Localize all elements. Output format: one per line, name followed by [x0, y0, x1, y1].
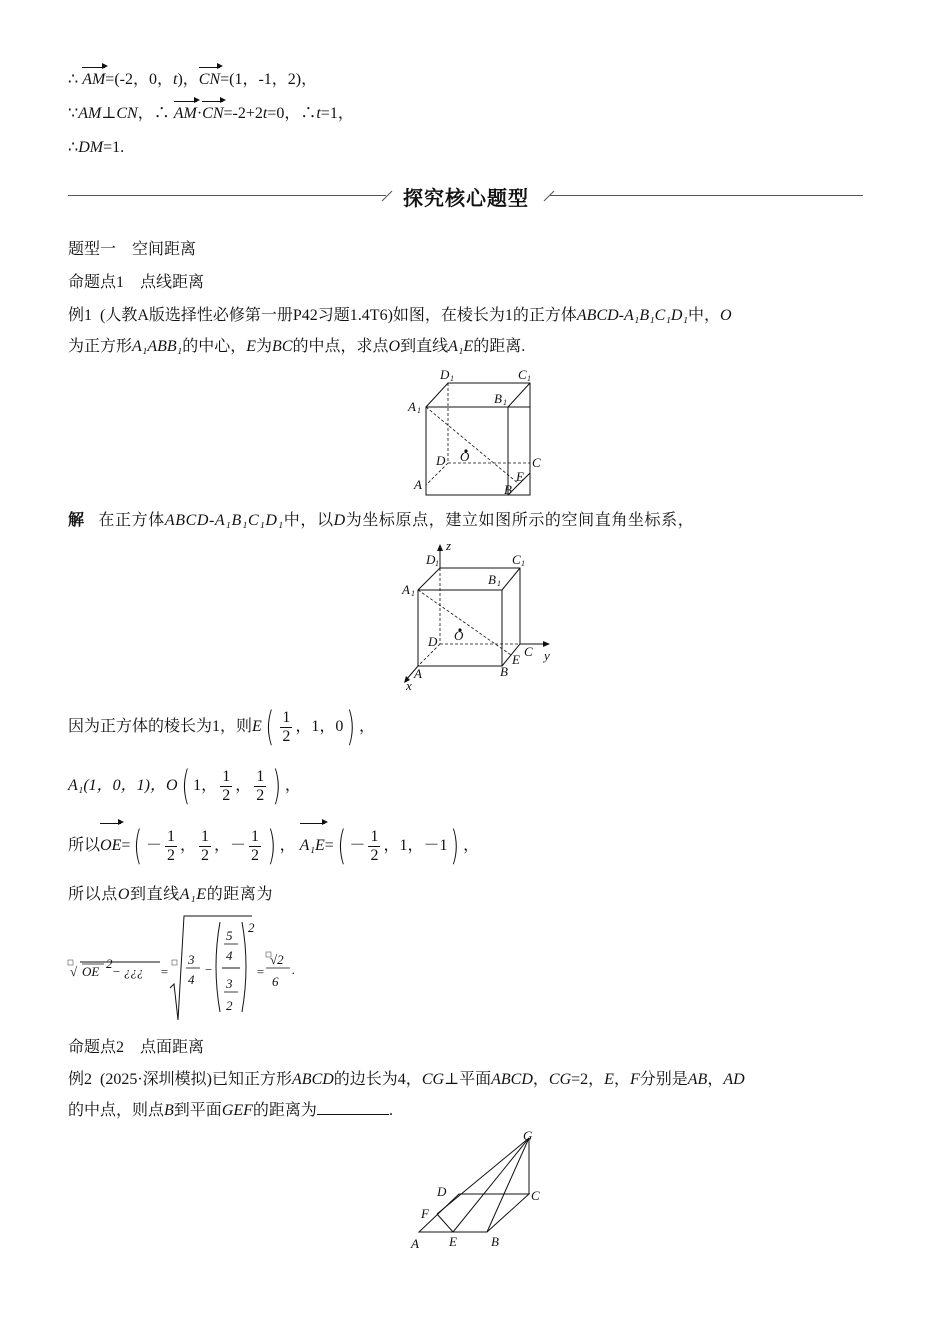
a1-o-coord-line: A₁(1，0，1)，O( 1， $\frac{1}{2}$ ， $\frac{1}{2}$ ) ，: [68, 763, 301, 810]
banner-slash-left: [380, 188, 394, 202]
banner-rule-right: [550, 195, 863, 196]
svg-text:D: D: [437, 1184, 447, 1199]
svg-text:E: E: [516, 469, 524, 484]
section-banner: [68, 180, 863, 210]
svg-text:1: 1: [435, 559, 439, 568]
banner-title: 探究核心题型: [403, 186, 529, 210]
cube-figure-1: [400, 365, 550, 497]
e-coord-line: 因为正方体的棱长为1，则E( $\frac{1}{2}$ ，1，0) ，: [68, 704, 376, 751]
vector-line: 所以OE=( － $\frac{1}{2}$ ， $\frac{1}{2}$ ，－ $\frac{1}{2}$ ) ， A₁E=( － $\frac{1}{2}$ ，1，－1) ，: [68, 823, 480, 870]
svg-text:A: A: [402, 582, 410, 597]
frac-half: $\frac{1}{2}$: [282, 708, 291, 745]
svg-text:6: 6: [272, 974, 279, 989]
svg-text:3: 3: [226, 976, 233, 991]
svg-text:√: √: [70, 964, 78, 979]
svg-text:x: x: [406, 678, 412, 692]
formula-line-3: ∴DM=1.: [68, 139, 125, 156]
svg-text:−: −: [112, 964, 121, 979]
svg-text:A: A: [414, 666, 422, 681]
svg-text:D: D: [426, 552, 436, 567]
svg-text:1: 1: [417, 406, 421, 415]
svg-text:√2: √2: [270, 952, 284, 967]
svg-text:D: D: [440, 367, 450, 382]
point2-title: 命题点2 点面距离: [68, 1039, 205, 1056]
svg-text:2: 2: [106, 956, 113, 971]
svg-text:C: C: [524, 644, 533, 659]
svg-text:D: D: [436, 453, 446, 468]
pyramid-figure: [405, 1128, 555, 1253]
svg-text:B: B: [500, 664, 508, 679]
svg-text:=: =: [160, 964, 169, 979]
svg-text:1: 1: [411, 589, 415, 598]
svg-text:4: 4: [188, 972, 195, 987]
oe-symbol: OE: [82, 964, 100, 979]
svg-text:A: A: [414, 477, 422, 492]
svg-text:z: z: [446, 538, 452, 553]
svg-text:C: C: [531, 1188, 540, 1203]
svg-text:1: 1: [503, 398, 507, 407]
svg-text:B: B: [491, 1234, 499, 1249]
svg-text:E: E: [449, 1234, 457, 1249]
svg-text:C: C: [518, 367, 527, 382]
svg-text:C: C: [512, 552, 521, 567]
svg-text:1: 1: [497, 579, 501, 588]
svg-text:O: O: [460, 449, 470, 464]
example1-line1: 例1 (人教A版选择性必修第一册P42习题1.4T6)如图，在棱长为1的正方体ABCD-A₁B₁C₁D₁中，O: [68, 307, 732, 324]
svg-text:A: A: [411, 1236, 419, 1251]
svg-text:F: F: [421, 1206, 429, 1221]
svg-text:=: =: [256, 964, 265, 979]
answer-blank: [317, 1114, 389, 1115]
example2-line1: 例2 (2025·深圳模拟)已知正方形ABCD的边长为4，CG⊥平面ABCD，CG=2，E，F分别是AB，AD: [68, 1071, 745, 1088]
cube-figure-2: [396, 538, 556, 692]
solution-line: 解 在正方体ABCD-A₁B₁C₁D₁中，以D为坐标原点，建立如图所示的空间直角坐标系，: [68, 510, 695, 529]
svg-text:y: y: [544, 648, 550, 663]
svg-text:A: A: [408, 399, 416, 414]
svg-text:4: 4: [226, 948, 233, 963]
svg-text:G: G: [523, 1128, 533, 1143]
svg-text:5: 5: [226, 928, 233, 943]
svg-text:C: C: [532, 455, 541, 470]
svg-text:1: 1: [450, 374, 454, 383]
svg-text:O: O: [454, 628, 464, 643]
svg-text:2: 2: [248, 920, 255, 935]
type-title: 题型一 空间距离: [68, 241, 197, 258]
svg-text:E: E: [512, 652, 520, 667]
point1-title: 命题点1 点线距离: [68, 274, 205, 291]
svg-text:D: D: [428, 634, 438, 649]
formula-line-1: ∴ AM=(-2，0，t)，CN=(1，-1，2)，: [68, 71, 318, 88]
distance-formula: [66, 912, 306, 1024]
svg-text:3: 3: [188, 952, 195, 967]
formula-line-2: ∵AM⊥CN，∴ AM·CN=-2+2t=0，∴t=1，: [68, 105, 354, 122]
banner-rule-left: [68, 195, 386, 196]
svg-text:2: 2: [226, 998, 233, 1013]
svg-text:1: 1: [527, 374, 531, 383]
svg-text:1: 1: [521, 559, 525, 568]
svg-text:B: B: [504, 482, 512, 497]
svg-text:B: B: [494, 391, 502, 406]
svg-text:.: .: [292, 962, 296, 977]
svg-text:B: B: [488, 572, 496, 587]
garbled-text: ¿¿¿: [124, 964, 144, 979]
svg-text:−: −: [204, 962, 213, 977]
distance-text: 所以点O到直线A₁E的距离为: [68, 886, 274, 903]
example1-line2: 为正方形A₁ABB₁的中心，E为BC的中点，求点O到直线A₁E的距离.: [68, 338, 526, 355]
example2-line2: 的中点，则点B到平面GEF的距离为 .: [68, 1102, 393, 1119]
